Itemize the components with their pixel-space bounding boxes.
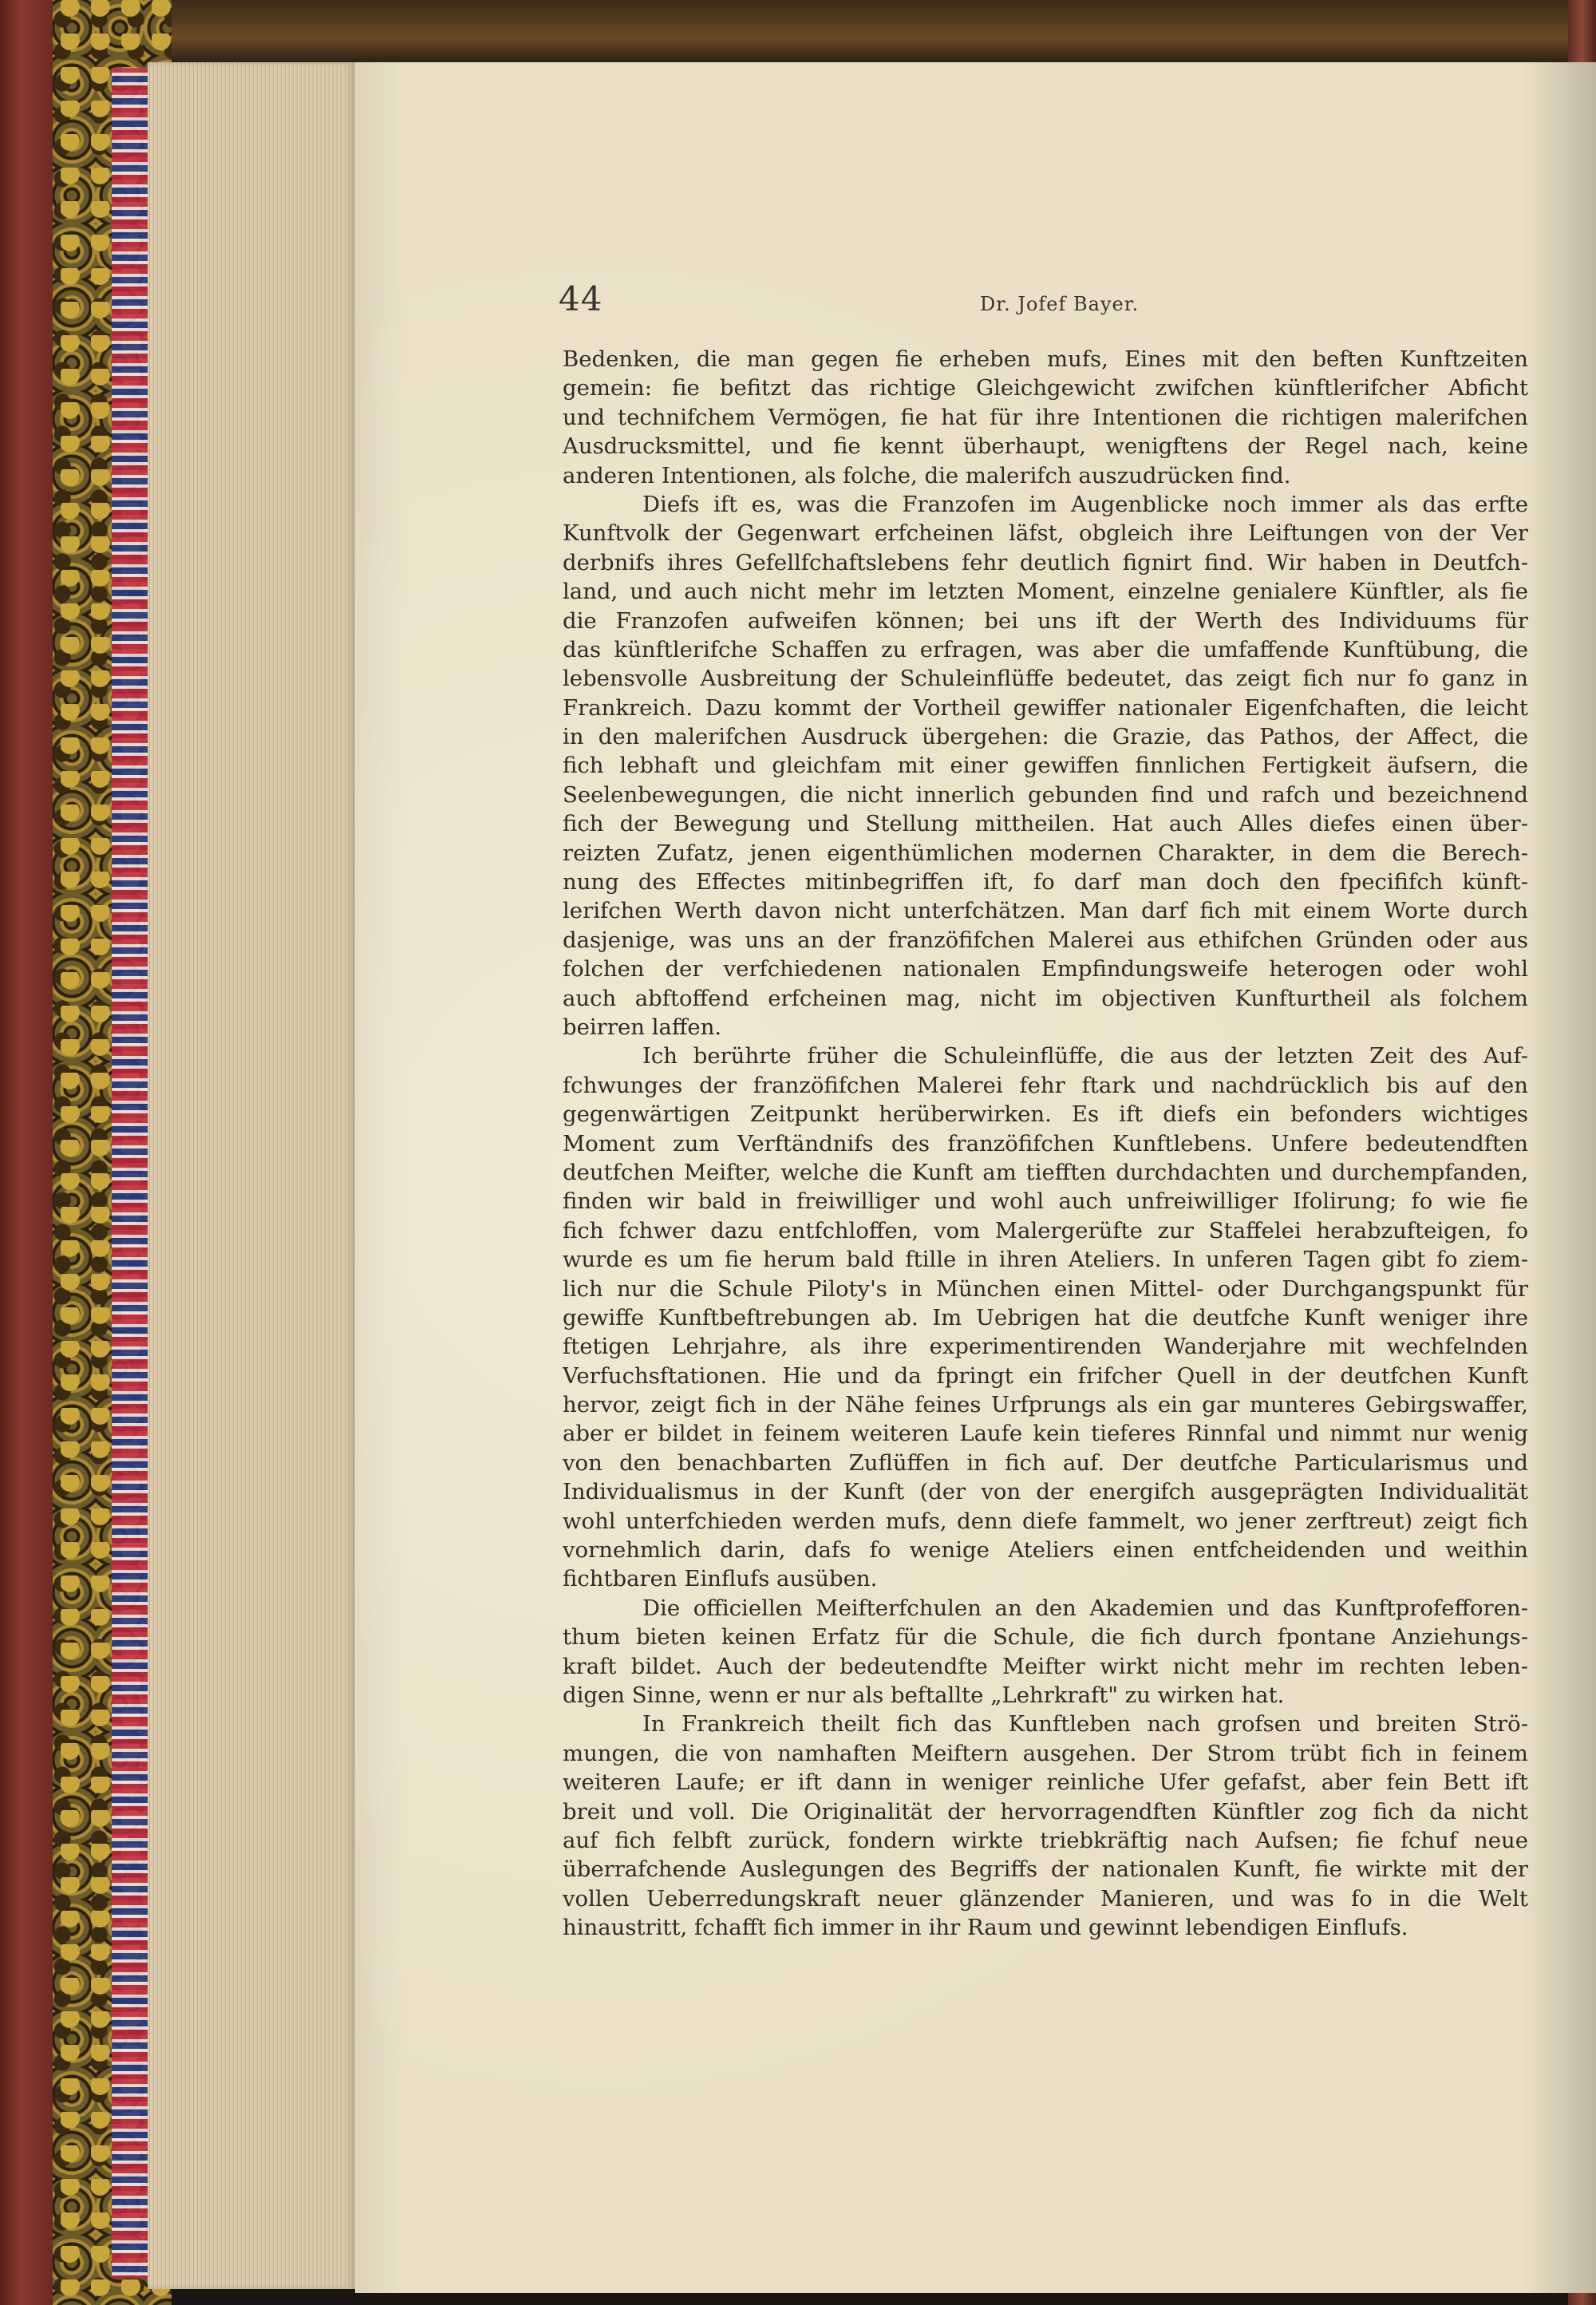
text-line: land, und auch nicht mehr im letzten Moment, einzelne genialere Künftler, als fie bbox=[563, 579, 1528, 605]
page-block-edge bbox=[148, 62, 355, 2289]
text-line: deutfchen Meifter, welche die Kunft am tiefften durchdachten und durchempfanden, bbox=[563, 1159, 1528, 1185]
text-line: beirren laffen. bbox=[563, 1014, 722, 1040]
cover-top-edge bbox=[0, 0, 1596, 64]
text-line: nung des Effectes mitinbegriffen ift, fo darf man doch den fpecififch künft- bbox=[563, 869, 1528, 896]
text-line: dasjenige, was uns an der franzöfifchen Malerei aus ethifchen Gründen oder aus bbox=[563, 927, 1528, 953]
paragraph bbox=[563, 1594, 1528, 1710]
text-line: gegenwärtigen Zeitpunkt herüberwirken. Es ift diefs ein befonders wichtiges bbox=[563, 1101, 1528, 1128]
text-line: Seelenbewegungen, die nicht innerlich gebunden find und rafch und bezeichnend bbox=[563, 781, 1528, 808]
text-line: Ich berührte früher die Schuleinflüffe, die aus der letzten Zeit des Auf- bbox=[642, 1043, 1528, 1069]
text-line: Bedenken, die man gegen fie erheben mufs, Eines mit den beften Kunftzeiten bbox=[563, 346, 1528, 372]
text-line: fich fchwer dazu entfchloffen, vom Malergerüfte zur Staffelei herabzufteigen, fo bbox=[563, 1217, 1528, 1243]
text-line: in den malerifchen Ausdruck übergehen: die Grazie, das Pathos, der Affect, die bbox=[563, 724, 1528, 750]
paragraph bbox=[563, 1710, 1528, 1942]
text-line: Ausdrucksmittel, und fie kennt überhaupt, wenigftens der Regel nach, keine bbox=[563, 433, 1528, 460]
text-line: vollen Ueberredungskraft neuer glänzender Manieren, und was fo in die Welt bbox=[563, 1885, 1528, 1912]
text-line: auf fich felbft zurück, fondern wirkte triebkräftig nach Aufsen; fie fchuf neue bbox=[563, 1827, 1528, 1853]
running-head: Dr. Jofef Bayer. bbox=[980, 293, 1140, 315]
text-line: ftetigen Lehrjahre, als ihre experimentirenden Wanderjahre mit wechfelnden bbox=[563, 1334, 1528, 1360]
text-line: fich der Bewegung und Stellung mittheilen. Hat auch Alles diefes einen über- bbox=[563, 811, 1528, 837]
text-line: derbnifs ihres Gefellfchaftslebens fehr deutlich fignirt find. Wir haben in Deutfch- bbox=[563, 549, 1528, 575]
text-line: Individualismus in der Kunft (der von der energifch ausgeprägten Individualität bbox=[563, 1479, 1528, 1505]
text-line: die Franzofen aufweifen können; bei uns ift der Werth des Individuums für bbox=[563, 607, 1528, 634]
text-line: von den benachbarten Zuflüffen in fich auf. Der deutfche Particularismus und bbox=[563, 1449, 1528, 1476]
text-line: Die officiellen Meifterfchulen an den Akademien und das Kunftprofefforen- bbox=[642, 1595, 1528, 1621]
text-line: aber er bildet in feinem weiteren Laufe kein tieferes Rinnfal und nimmt nur wenig bbox=[563, 1421, 1528, 1447]
paragraph bbox=[563, 345, 1528, 490]
text-line: lerifchen Werth davon nicht unterfchätzen. Man darf fich mit einem Worte durch bbox=[563, 898, 1528, 924]
text-line: hervor, zeigt fich in der Nähe feines Urfprungs als ein gar munteres Gebirgswaffer, bbox=[563, 1392, 1528, 1418]
text-line: vornehmlich darin, dafs fo wenige Ateliers einen entfcheidenden und weithin bbox=[563, 1537, 1528, 1564]
marbled-page-edge bbox=[112, 68, 148, 2279]
text-line: wurde es um fie herum bald ftille in ihren Ateliers. In unferen Tagen gibt fo ziem- bbox=[563, 1247, 1528, 1273]
text-line: gemein: fie befitzt das richtige Gleichgewicht zwifchen künftlerifcher Abficht bbox=[563, 375, 1528, 401]
text-line: überrafchende Auslegungen des Begriffs der nationalen Kunft, fie wirkte mit der bbox=[563, 1856, 1528, 1883]
text-line: und technifchem Vermögen, fie hat für ihre Intentionen die richtigen malerifchen bbox=[563, 404, 1528, 430]
text-line: In Frankreich theilt fich das Kunftleben nach grofsen und breiten Strö- bbox=[642, 1711, 1528, 1738]
text-line: mungen, die von namhaften Meiftern ausgehen. Der Strom trübt fich in feinem bbox=[563, 1740, 1528, 1766]
text-line: digen Sinne, wenn er nur als beftallte „Lehrkraft" zu wirken hat. bbox=[563, 1682, 1285, 1708]
text-line: kraft bildet. Auch der bedeutendfte Meifter wirkt nicht mehr im rechten leben- bbox=[563, 1653, 1528, 1679]
text-line: auch abftoffend erfcheinen mag, nicht im objectiven Kunfturtheil als folchem bbox=[563, 985, 1528, 1011]
text-line: folchen der verfchiedenen nationalen Empfindungsweife heterogen oder wohl bbox=[563, 956, 1528, 982]
text-line: lebensvolle Ausbreitung der Schuleinflüffe bedeutet, das zeigt fich nur fo ganz in bbox=[563, 666, 1528, 692]
text-line: das künftlerifche Schaffen zu erfragen, was aber die umfaffende Kunftübung, die bbox=[563, 636, 1528, 662]
text-line: hinaustritt, fchafft fich immer in ihr Raum und gewinnt lebendigen Einflufs. bbox=[563, 1915, 1408, 1941]
text-line: finden wir bald in freiwilliger und wohl auch unfreiwilliger Ifolirung; fo wie fie bbox=[563, 1188, 1528, 1215]
paragraph bbox=[563, 1042, 1528, 1593]
text-line: wohl unterfchieden werden mufs, denn diefe fammelt, wo jener zerftreut) zeigt fich bbox=[563, 1508, 1528, 1534]
text-line: lich nur die Schule Piloty's in München einen Mittel- oder Durchgangspunkt für bbox=[563, 1275, 1528, 1302]
text-line: weiteren Laufe; er ift dann in weniger reinliche Ufer gefafst, aber fein Bett ift bbox=[563, 1769, 1528, 1796]
text-line: fich lebhaft und gleichfam mit einer gewiffen finnlichen Fertigkeit äufsern, die bbox=[563, 753, 1528, 779]
text-line: fchwunges der franzöfifchen Malerei fehr ftark und nachdrücklich bis auf den bbox=[563, 1072, 1528, 1098]
text-line: Kunftvolk der Gegenwart erfcheinen läfst, obgleich ihre Leiftungen von der Ver bbox=[563, 520, 1528, 547]
text-line: fichtbaren Einflufs ausüben. bbox=[563, 1566, 878, 1592]
cover-leather-edge bbox=[0, 0, 53, 2305]
text-line: Frankreich. Dazu kommt der Vortheil gewiffer nationaler Eigenfchaften, die leicht bbox=[563, 694, 1528, 721]
body-text bbox=[563, 345, 1528, 1942]
text-line: thum bieten keinen Erfatz für die Schule, die fich durch fpontane Anziehungs- bbox=[563, 1624, 1528, 1651]
text-line: breit und voll. Die Originalität der hervorragendften Künftler zog fich da nicht bbox=[563, 1798, 1528, 1825]
text-line: anderen Intentionen, als folche, die malerifch auszudrücken find. bbox=[563, 462, 1291, 488]
text-line: gewiffe Kunftbeftrebungen ab. Im Uebrigen hat die deutfche Kunft weniger ihre bbox=[563, 1304, 1528, 1330]
text-line: Diefs ift es, was die Franzofen im Augenblicke noch immer als das erfte bbox=[642, 491, 1528, 517]
text-line: Verfuchsftationen. Hie und da fpringt ein frifcher Quell in der deutfchen Kunft bbox=[563, 1362, 1528, 1389]
paragraph bbox=[563, 490, 1528, 1042]
text-line: Moment zum Verftändnifs des franzöfifchen Kunftlebens. Unfere bedeutendften bbox=[563, 1130, 1528, 1156]
text-line: reizten Zufatz, jenen eigenthümlichen modernen Charakter, in dem die Berech- bbox=[563, 840, 1528, 866]
page-number: 44 bbox=[559, 279, 603, 318]
